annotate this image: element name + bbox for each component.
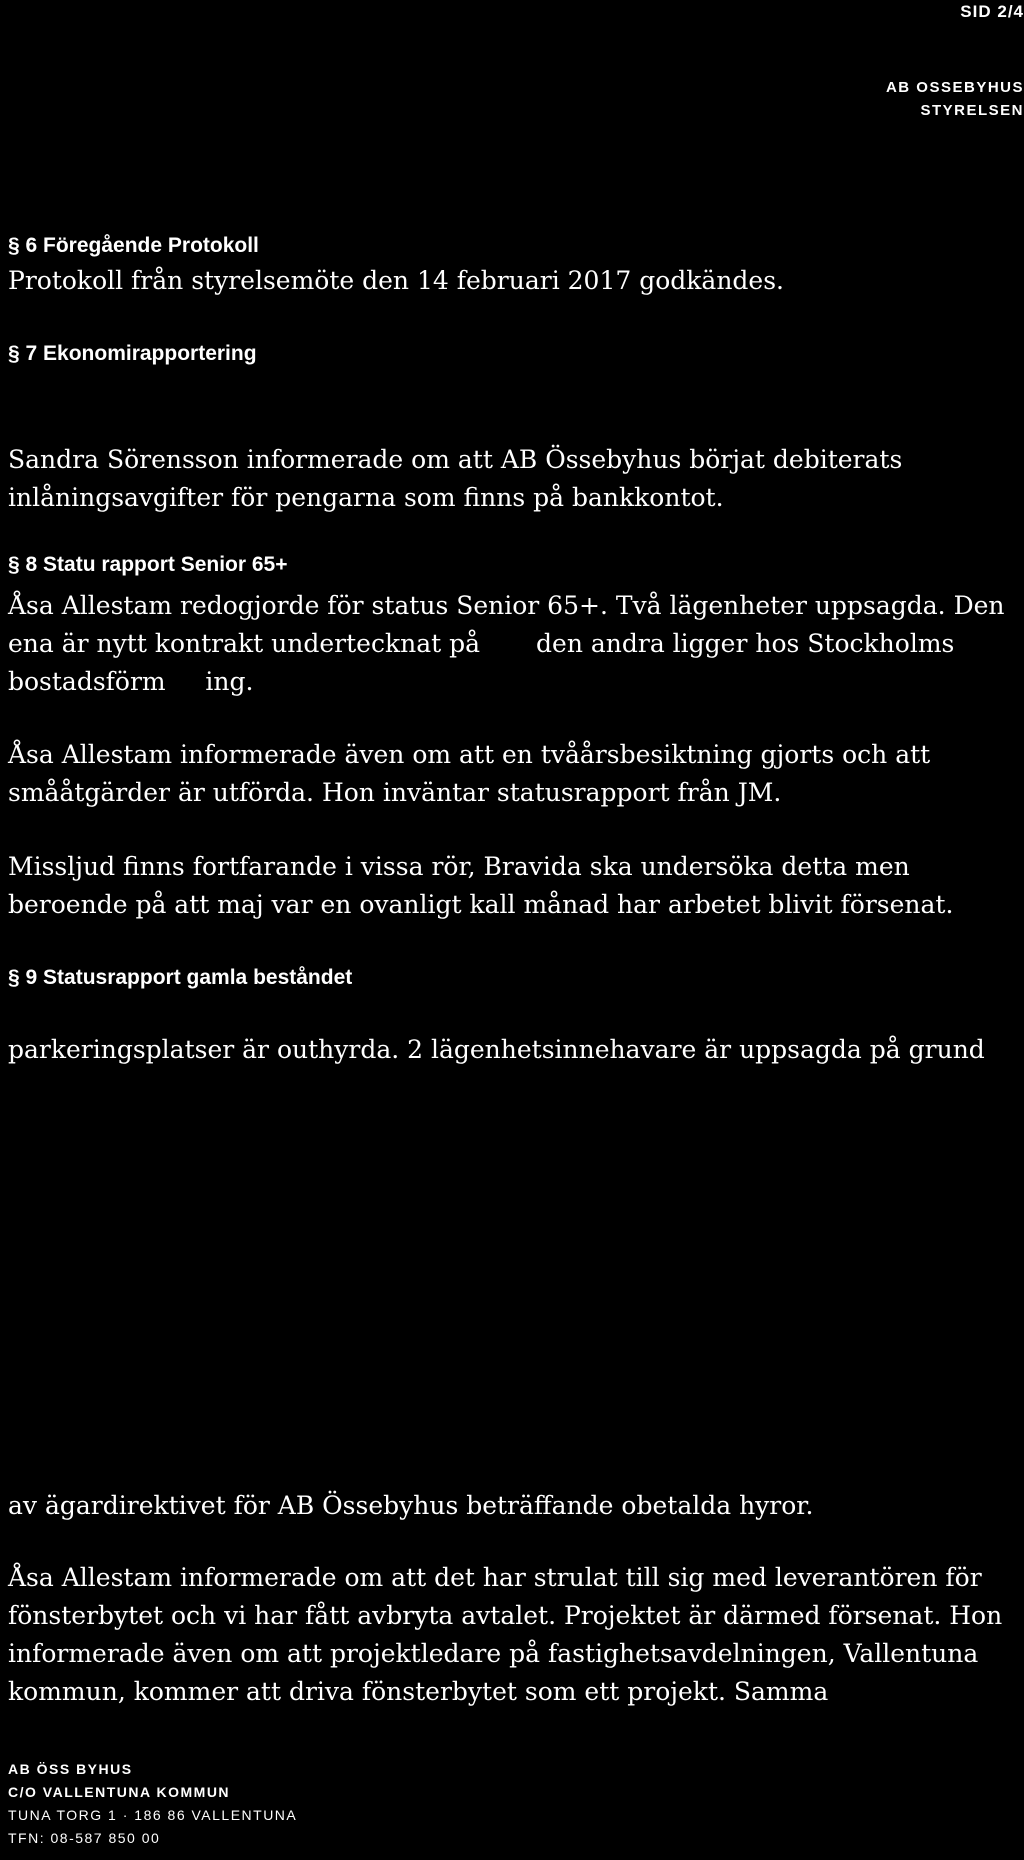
section-6-body [8, 262, 784, 300]
footer-phone: TFN: 08-587 850 00 [8, 1830, 161, 1846]
organization-header [886, 76, 1024, 122]
body-line: Sandra Sörensson informerade om att AB Össebyhus börjat debiterats [8, 445, 903, 474]
body-segment: den andra ligger hos Stockholms [536, 629, 955, 658]
section-9-paragraph-3 [8, 1559, 1002, 1711]
footer-care-of: C/O VALLENTUNA KOMMUN [8, 1784, 231, 1800]
footer-street: TUNA TORG 1 · 186 86 VALLENTUNA [8, 1807, 298, 1823]
section-7-body [8, 441, 902, 517]
body-segment: ena är nytt kontrakt undertecknat på [8, 629, 481, 658]
organization-name: AB OSSEBYHUS [885, 79, 1024, 96]
body-line: informerade även om att projektledare på fastighetsavdelningen, Vallentuna [8, 1639, 979, 1668]
section-9-paragraph-1 [8, 1031, 985, 1069]
section-8-paragraph-3 [8, 848, 953, 924]
body-line: kommun, kommer att driva fönsterbytet som ett projekt. Samma [8, 1677, 829, 1706]
section-6-heading: § 6 Föregående Protokoll [8, 234, 259, 257]
section-8-paragraph-2 [8, 736, 930, 812]
body-line: parkeringsplatser är outhyrda. 2 lägenhetsinnehavare är uppsagda på grund [8, 1035, 985, 1064]
body-line [8, 625, 1005, 663]
body-line: Missljud finns fortfarande i vissa rör, Bravida ska undersöka detta men [8, 852, 910, 881]
body-line: Åsa Allestam redogjorde för status Senior 65+. Två lägenheter uppsagda. Den [8, 591, 1005, 620]
section-8-paragraph-1 [8, 587, 1005, 701]
body-line: Åsa Allestam informerade om att det har strulat till sig med leverantören för [8, 1563, 982, 1592]
section-9-paragraph-2 [8, 1487, 813, 1525]
page-number: SID 2/4 [960, 2, 1024, 21]
body-line: beroende på att maj var en ovanligt kall månad har arbetet blivit försenat. [8, 890, 954, 919]
body-line: Protokoll från styrelsemöte den 14 februari 2017 godkändes. [8, 266, 784, 295]
body-line: bostadsförm ing. [8, 667, 254, 696]
body-line: smååtgärder är utförda. Hon inväntar statusrapport från JM. [8, 778, 782, 807]
section-8-heading: § 8 Statu rapport Senior 65+ [8, 553, 288, 576]
body-line: inlåningsavgifter för pengarna som finns på bankkontot. [8, 483, 724, 512]
organization-unit: STYRELSEN [920, 102, 1024, 119]
body-line: av ägardirektivet för AB Össebyhus beträffande obetalda hyror. [8, 1491, 814, 1520]
section-9-heading: § 9 Statusrapport gamla beståndet [8, 966, 353, 989]
footer-company: AB ÖSS BYHUS [8, 1761, 133, 1777]
body-line: fönsterbytet och vi har fått avbryta avtalet. Projektet är därmed försenat. Hon [8, 1601, 1003, 1630]
section-7-heading: § 7 Ekonomirapportering [8, 342, 257, 365]
footer-address [8, 1758, 297, 1850]
body-line: Åsa Allestam informerade även om att en tvåårsbesiktning gjorts och att [8, 740, 931, 769]
